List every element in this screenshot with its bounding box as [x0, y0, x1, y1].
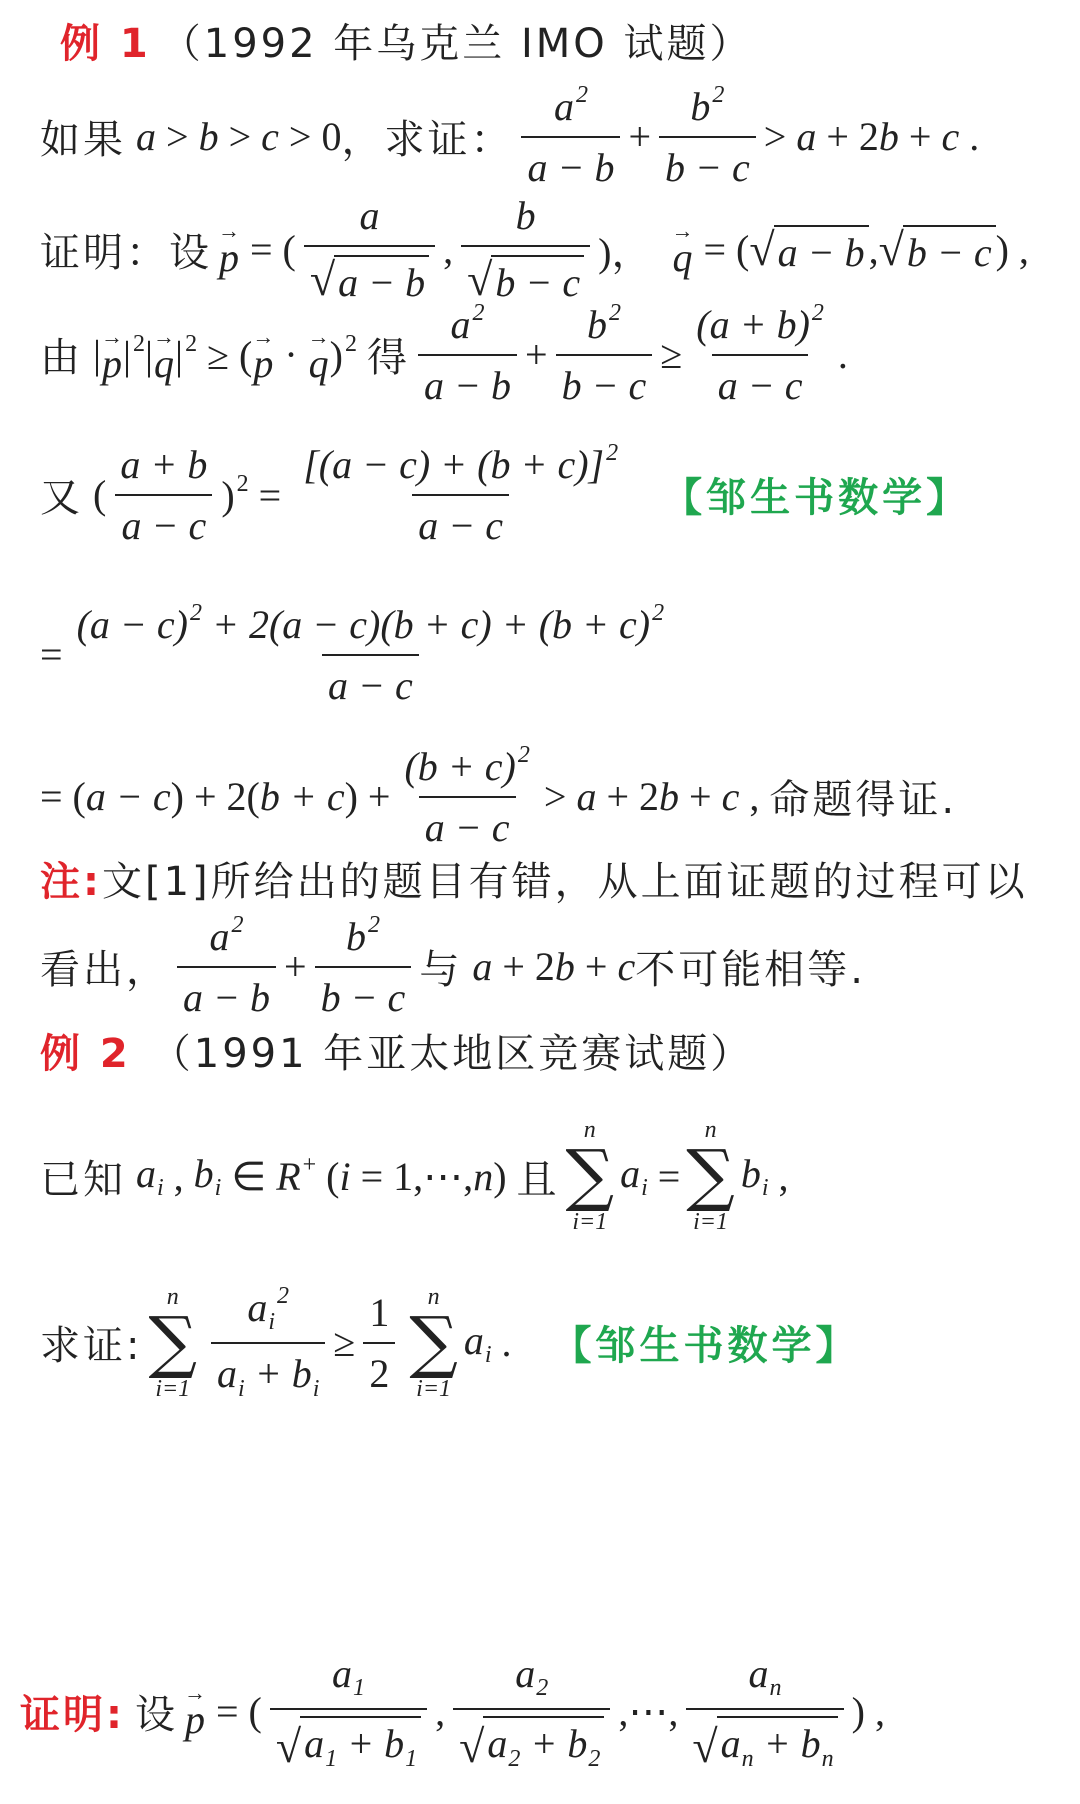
- example2-proof-setup: 证明: 设 → p = ( $a_1$ √ $a_1 + b_1$ , $a_2$ √ $a_2 + b_2$ ,⋯, $a_n$ √ $a_n + b_n$ ) ,: [20, 1651, 885, 1772]
- example2-prove-label: 求证:: [40, 1323, 143, 1370]
- fraction-a2: $\frac{a^2}{a - b}$: [521, 82, 620, 191]
- note-text-2c: 不可能相等.: [635, 947, 866, 993]
- conclusion: 命题得证.: [769, 777, 958, 823]
- example2-prove: 求证: n ∑ i=1 $\frac{a_i^2}{a_i + b_i}$ ≥ $\frac{1}{2}$ n ∑ i=1 $a_i$ . 【邹生书数学】: [40, 1283, 860, 1402]
- sum-symbol: n ∑ i=1: [148, 1283, 198, 1402]
- example1-also-step: 又 ( $\frac{a + b}{a - c}$ )$^2$ = $\frac{[(a - c) + (b + c)]^2}{a - c}$ 【邹生书数学】: [40, 440, 971, 548]
- example1-header: [60, 12, 753, 69]
- sum-symbol: n ∑ i=1: [565, 1117, 615, 1235]
- example2-statement: 已知 $a_i$ , $b_i$ ∈ R + ( i = 1,⋯, n ) 且 n ∑ i=1 $a_i$ = n ∑ i=1 $b_i$ ,: [40, 1117, 789, 1235]
- example1-source: （1992 年乌克兰 IMO 试题）: [160, 21, 753, 67]
- example1-expand-step: = $\frac{(a - c)^2 + 2(a - c)(b + c) + (b + c)^2}{a - c}$: [40, 600, 665, 708]
- example1-cauchy-step: 由 | → p $|^2|$ → q $|^2$ ≥ ( → p · → q )$^2$ 得 $\frac{a^2}{a - b}$ + $\frac{b^2}{b - c}$ ≥ $\frac{(a + b)^2}{a - c}$ .: [40, 300, 848, 408]
- example1-final-step: = ( a − c ) + 2( b + c ) + $\frac{(b + c)^2}{a - c}$ > a + 2 b + c , 命题得证.: [40, 742, 958, 850]
- note-line-2: 看出， $\frac{a^2}{a - b}$ + $\frac{b^2}{b - c}$ 与 a + 2 b + c 不可能相等.: [40, 912, 866, 1020]
- note-text-2b: 与: [419, 947, 463, 993]
- note-label: 注:: [40, 859, 102, 905]
- watermark-2: 【邹生书数学】: [551, 1323, 860, 1370]
- example2-given-prefix: 已知: [40, 1156, 126, 1203]
- example2-set-word: 设: [135, 1691, 178, 1738]
- example2-label: 例 2: [40, 1031, 131, 1077]
- example1-label: 例 1: [60, 21, 151, 67]
- example2-source: （1991 年亚太地区竞赛试题）: [150, 1031, 754, 1077]
- example1-statement: 如果 a > b > c > 0 ， 求证： $\frac{a^2}{a - b}$ + $\frac{b^2}{b - c}$ > a + 2 b + c .: [40, 82, 980, 190]
- proof-label: 证明：: [40, 229, 169, 276]
- get-word: 得: [367, 335, 410, 381]
- set-word: 设: [169, 229, 212, 276]
- note-text-2a: 看出，: [40, 947, 169, 993]
- note-text-1: 文[1]所给出的题目有错，从上面证题的过程可以: [102, 859, 1028, 905]
- example1-proof-setup: 证明： 设 → p = ( a √ a − b , b √ b − c )， → q = ( √ a − b , √ b − c ) ,: [40, 193, 1029, 305]
- example2-proof-label: 证明:: [20, 1691, 125, 1738]
- example2-header: [40, 1022, 753, 1079]
- and-word: 且: [516, 1156, 560, 1203]
- also-word: 又: [40, 475, 83, 521]
- prove-label: 求证：: [384, 117, 514, 163]
- sum-symbol: n ∑ i=1: [686, 1117, 735, 1235]
- watermark-1: 【邹生书数学】: [662, 475, 971, 521]
- by-word: 由: [40, 335, 83, 381]
- fraction-b2: $\frac{b^2}{b - c}$: [659, 82, 756, 191]
- given-prefix: 如果: [40, 117, 126, 163]
- sum-symbol: n ∑ i=1: [409, 1283, 458, 1402]
- note-line-1: [40, 850, 1028, 907]
